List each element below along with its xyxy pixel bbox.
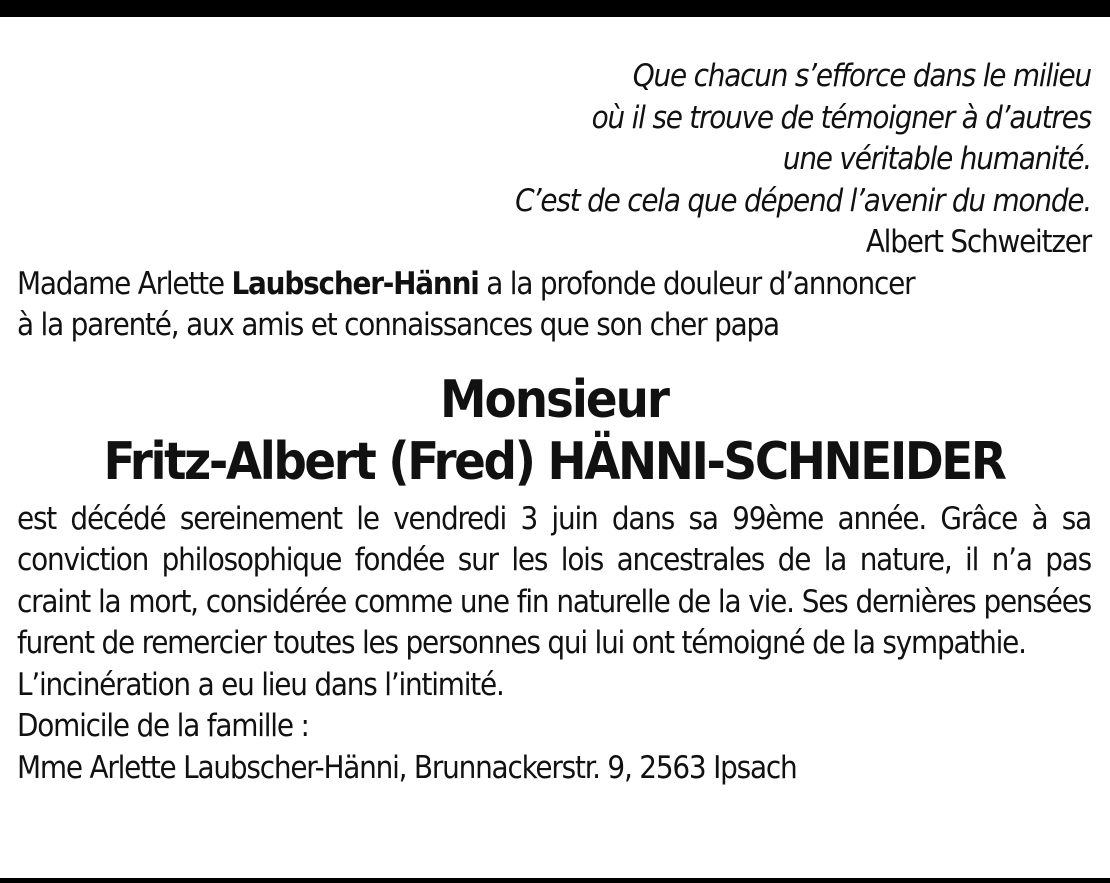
deceased-full-name: Fritz-Albert (Fred) HÄNNI-SCHNEIDER bbox=[103, 431, 1005, 492]
announcement-intro bbox=[17, 264, 1091, 347]
announcer-surname: Laubscher-Hänni bbox=[231, 265, 479, 302]
quote-line: Que chacun s’efforce dans le milieu bbox=[632, 58, 1091, 94]
epigraph-quote bbox=[17, 56, 1091, 222]
domicile-label: Domicile de la famille : bbox=[17, 708, 309, 744]
death-paragraph: est décédé sereinement le vendredi 3 juin dans sa 99ème année. Grâce à sa conviction philosophique fondée sur les lois ancestrales de la nature, il n’a pas craint la mort, considérée comme une fin naturelle de la vie. Ses dernières pensées furent de remercier toutes les personnes qui lui ont témoigné de la sympathie. bbox=[17, 500, 1091, 661]
deceased-name-block bbox=[17, 369, 1091, 493]
quote-line: où il se trouve de témoigner à d’autres bbox=[591, 99, 1091, 136]
obituary-body bbox=[17, 499, 1091, 790]
family-address: Mme Arlette Laubscher-Hänni, Brunnackerstr. 9, 2563 Ipsach bbox=[17, 749, 797, 786]
quote-line: C’est de cela que dépend l’avenir du monde. bbox=[515, 182, 1091, 219]
intro-line-2: à la parenté, aux amis et connaissances que son cher papa bbox=[17, 307, 779, 343]
deceased-salutation: Monsieur bbox=[439, 369, 669, 430]
intro-suffix: a la profonde douleur d’annoncer bbox=[478, 265, 915, 302]
bottom-border bbox=[0, 878, 1110, 883]
quote-line: une véritable humanité. bbox=[782, 141, 1091, 177]
quote-author: Albert Schweitzer bbox=[865, 224, 1091, 260]
obituary-notice bbox=[17, 56, 1091, 789]
cremation-note: L’incinération a eu lieu dans l’intimité. bbox=[17, 666, 504, 703]
intro-prefix: Madame Arlette bbox=[17, 265, 232, 302]
top-border bbox=[0, 0, 1110, 17]
intro-line-1 bbox=[17, 264, 1091, 306]
